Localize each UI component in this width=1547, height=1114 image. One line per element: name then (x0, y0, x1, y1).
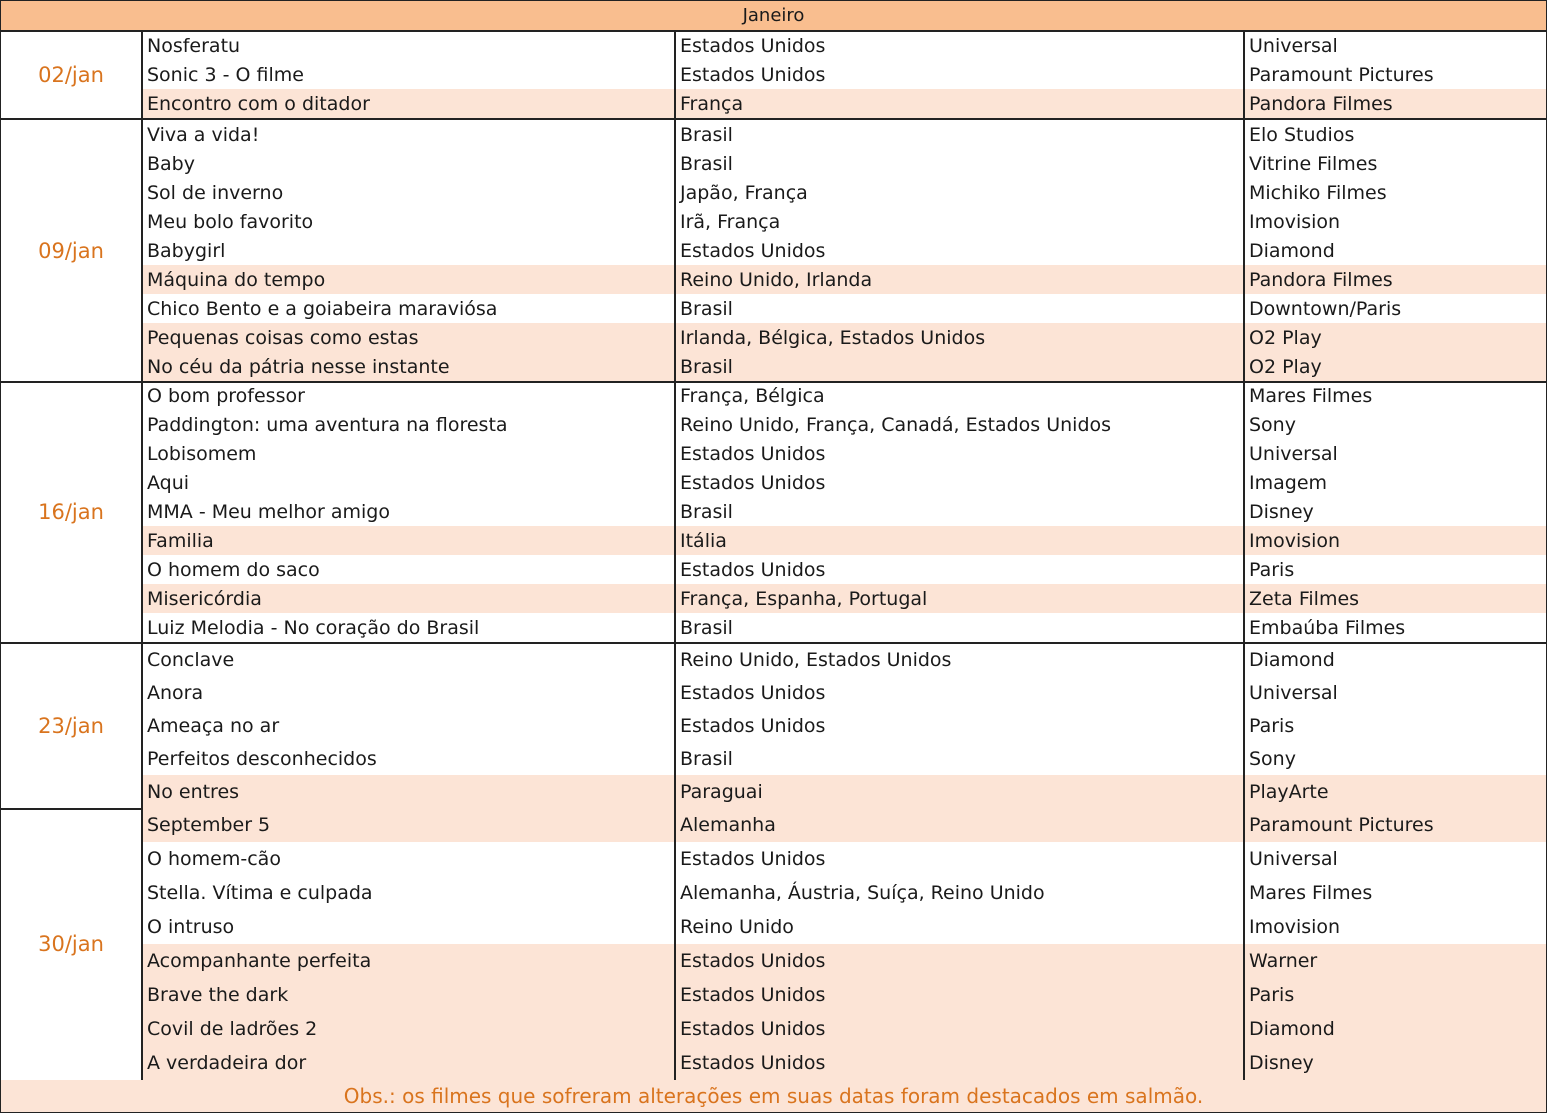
film-distributor: Paris (1243, 709, 1546, 742)
film-row (143, 1012, 1546, 1046)
film-title: Familia (147, 529, 214, 552)
film-title: Baby (147, 152, 195, 175)
film-distributor: Pandora Filmes (1243, 265, 1546, 294)
film-distributor: O2 Play (1243, 323, 1546, 352)
date-group (0, 31, 1547, 120)
film-distributor: Diamond (1243, 236, 1546, 265)
film-distributor: Disney (1243, 1046, 1546, 1080)
film-distributor: Paris (1243, 555, 1546, 584)
film-row (143, 555, 1546, 584)
film-title: O bom professor (147, 384, 305, 407)
film-row (143, 497, 1546, 526)
film-row (143, 1046, 1546, 1080)
film-title: O intruso (147, 916, 235, 938)
film-country: Estados Unidos (674, 555, 1243, 584)
film-row (143, 60, 1546, 89)
film-distributor: Michiko Filmes (1243, 178, 1546, 207)
film-row (143, 742, 1546, 775)
release-date: 16/jan (1, 381, 143, 642)
film-distributor: Zeta Filmes (1243, 584, 1546, 613)
film-country: Japão, França (674, 178, 1243, 207)
date-group (0, 120, 1547, 383)
film-country: Estados Unidos (674, 468, 1243, 497)
release-date: 23/jan (1, 643, 143, 808)
film-title: O homem-cão (147, 848, 281, 870)
film-country: Estados Unidos (674, 31, 1243, 60)
film-country: França, Espanha, Portugal (674, 584, 1243, 613)
film-distributor: O2 Play (1243, 352, 1546, 381)
film-title: Meu bolo favorito (147, 210, 314, 233)
film-row (143, 775, 1546, 808)
film-country: Brasil (674, 497, 1243, 526)
film-country: Irlanda, Bélgica, Estados Unidos (674, 323, 1243, 352)
film-title: MMA - Meu melhor amigo (147, 500, 390, 523)
film-rows (143, 120, 1546, 381)
film-country: Estados Unidos (674, 842, 1243, 876)
film-row (143, 294, 1546, 323)
film-country: Estados Unidos (674, 676, 1243, 709)
film-title: Máquina do tempo (147, 268, 326, 291)
film-title: Stella. Vítima e culpada (147, 882, 373, 904)
film-country: Estados Unidos (674, 439, 1243, 468)
film-distributor: Sony (1243, 410, 1546, 439)
film-country: Reino Unido (674, 910, 1243, 944)
footer-note: Obs.: os filmes que sofreram alterações em suas datas foram destacados em salmão. (0, 1080, 1547, 1113)
film-country: Paraguai (674, 775, 1243, 808)
film-country: Brasil (674, 294, 1243, 323)
film-country: Brasil (674, 352, 1243, 381)
film-country: Estados Unidos (674, 1012, 1243, 1046)
film-country: Alemanha (674, 808, 1243, 842)
film-row (143, 410, 1546, 439)
film-country: Irã, França (674, 207, 1243, 236)
film-country: Estados Unidos (674, 709, 1243, 742)
film-title: Sonic 3 - O filme (147, 63, 304, 86)
film-row (143, 149, 1546, 178)
film-distributor: Disney (1243, 497, 1546, 526)
film-row (143, 676, 1546, 709)
film-rows (143, 643, 1546, 808)
film-distributor: Imovision (1243, 910, 1546, 944)
release-date: 30/jan (1, 808, 143, 1080)
film-distributor: Imovision (1243, 526, 1546, 555)
film-rows (143, 808, 1546, 1080)
date-group (0, 808, 1547, 1082)
film-country: França, Bélgica (674, 381, 1243, 410)
film-title: Conclave (147, 648, 235, 671)
film-title: Misericórdia (147, 587, 262, 610)
film-row (143, 526, 1546, 555)
film-distributor: Imagem (1243, 468, 1546, 497)
film-distributor: Universal (1243, 842, 1546, 876)
film-distributor: PlayArte (1243, 775, 1546, 808)
film-row (143, 381, 1546, 410)
film-title: Lobisomem (147, 442, 257, 465)
film-distributor: Warner (1243, 944, 1546, 978)
film-row (143, 944, 1546, 978)
film-title: Aqui (147, 471, 190, 494)
film-row (143, 643, 1546, 676)
film-title: Paddington: uma aventura na floresta (147, 413, 508, 436)
film-title: Sol de inverno (147, 181, 284, 204)
film-row (143, 978, 1546, 1012)
film-country: Estados Unidos (674, 944, 1243, 978)
film-rows (143, 381, 1546, 642)
film-title: Ameaça no ar (147, 714, 280, 737)
film-row (143, 31, 1546, 60)
release-date: 09/jan (1, 120, 143, 381)
film-distributor: Mares Filmes (1243, 876, 1546, 910)
film-country: França (674, 89, 1243, 118)
film-country: Alemanha, Áustria, Suíça, Reino Unido (674, 876, 1243, 910)
film-title: O homem do saco (147, 558, 320, 581)
film-country: Estados Unidos (674, 60, 1243, 89)
film-title: Perfeitos desconhecidos (147, 747, 377, 770)
film-title: No céu da pátria nesse instante (147, 355, 450, 378)
film-row (143, 468, 1546, 497)
film-country: Estados Unidos (674, 236, 1243, 265)
film-row (143, 910, 1546, 944)
film-row (143, 89, 1546, 118)
film-row (143, 265, 1546, 294)
film-row (143, 842, 1546, 876)
film-row (143, 808, 1546, 842)
film-country: Brasil (674, 613, 1243, 642)
film-title: Encontro com o ditador (147, 92, 370, 115)
month-header: Janeiro (0, 0, 1547, 32)
film-distributor: Elo Studios (1243, 120, 1546, 149)
film-country: Itália (674, 526, 1243, 555)
film-title: September 5 (147, 814, 271, 836)
film-distributor: Downtown/Paris (1243, 294, 1546, 323)
film-row (143, 352, 1546, 381)
film-title: Nosferatu (147, 34, 241, 57)
film-row (143, 207, 1546, 236)
film-row (143, 236, 1546, 265)
film-row (143, 584, 1546, 613)
date-group (0, 643, 1547, 810)
film-distributor: Diamond (1243, 643, 1546, 676)
film-row (143, 709, 1546, 742)
film-country: Brasil (674, 120, 1243, 149)
film-distributor: Paramount Pictures (1243, 60, 1546, 89)
film-title: Viva a vida! (147, 123, 260, 146)
film-distributor: Embaúba Filmes (1243, 613, 1546, 642)
film-row (143, 876, 1546, 910)
film-row (143, 120, 1546, 149)
film-country: Reino Unido, Irlanda (674, 265, 1243, 294)
film-distributor: Imovision (1243, 207, 1546, 236)
film-title: No entres (147, 780, 240, 803)
film-title: Brave the dark (147, 984, 289, 1006)
film-title: Babygirl (147, 239, 226, 262)
film-row (143, 323, 1546, 352)
film-title: Chico Bento e a goiabeira maraviósa (147, 297, 498, 320)
film-distributor: Vitrine Filmes (1243, 149, 1546, 178)
film-title: A verdadeira dor (147, 1052, 307, 1074)
film-title: Covil de ladrões 2 (147, 1018, 318, 1040)
film-country: Reino Unido, França, Canadá, Estados Unidos (674, 410, 1243, 439)
film-row (143, 613, 1546, 642)
film-distributor: Universal (1243, 676, 1546, 709)
film-distributor: Pandora Filmes (1243, 89, 1546, 118)
film-title: Luiz Melodia - No coração do Brasil (147, 616, 480, 639)
film-rows (143, 31, 1546, 118)
film-country: Estados Unidos (674, 978, 1243, 1012)
film-distributor: Paris (1243, 978, 1546, 1012)
film-distributor: Paramount Pictures (1243, 808, 1546, 842)
film-distributor: Universal (1243, 31, 1546, 60)
film-distributor: Universal (1243, 439, 1546, 468)
film-title: Pequenas coisas como estas (147, 326, 419, 349)
film-distributor: Diamond (1243, 1012, 1546, 1046)
film-row (143, 178, 1546, 207)
film-country: Brasil (674, 149, 1243, 178)
film-title: Acompanhante perfeita (147, 950, 372, 972)
film-country: Reino Unido, Estados Unidos (674, 643, 1243, 676)
film-country: Estados Unidos (674, 1046, 1243, 1080)
film-distributor: Sony (1243, 742, 1546, 775)
film-row (143, 439, 1546, 468)
release-date: 02/jan (1, 31, 143, 118)
film-title: Anora (147, 681, 204, 704)
date-group (0, 381, 1547, 644)
film-distributor: Mares Filmes (1243, 381, 1546, 410)
film-country: Brasil (674, 742, 1243, 775)
